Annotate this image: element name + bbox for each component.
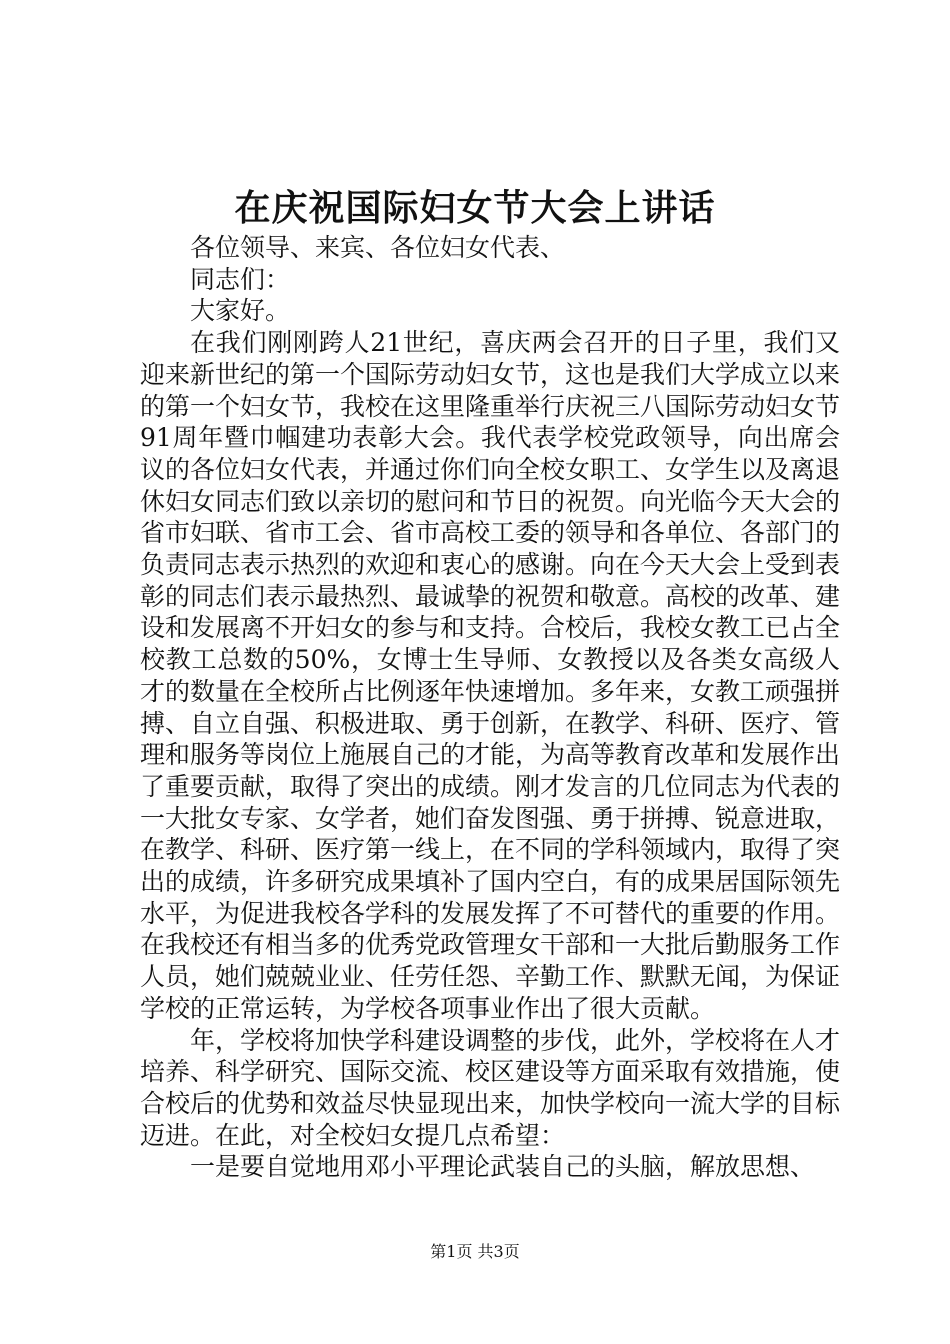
page-number: 第1页 共3页 [430, 1242, 520, 1261]
greeting-line: 大家好。 [190, 296, 291, 326]
body-paragraph: 年，学校将加快学科建设调整的步伐，此外，学校将在人才培养、科学研究、国际交流、校区建设等方面采取有效措施，使合校后的优势和效益尽快显现出来，加快学校向一流大学的目标迈进。在此，对全校妇女提几点希望： [140, 1025, 841, 1150]
body-paragraph: 一是要自觉地用邓小平理论武装自己的头脑，解放思想、 [190, 1152, 816, 1182]
greeting-line: 各位领导、来宾、各位妇女代表、 [190, 233, 566, 262]
document-title: 在庆祝国际妇女节大会上讲话 [234, 187, 716, 229]
greeting-line: 同志们： [190, 264, 291, 294]
body-paragraph: 在我们刚刚跨人21世纪，喜庆两会召开的日子里，我们又迎来新世纪的第一个国际劳动妇女节，这也是我们大学成立以来的第一个妇女节，我校在这里隆重举行庆祝三八国际劳动妇女节91周年暨巾帼建功表彰大会。我代表学校党政领导，向出席会议的各位妇女代表，并通过你们向全校女职工、女学生以及离退休妇女同志们致以亲切的慰问和节日的祝贺。向光临今天大会的省市妇联、省市工会、省市高校工委的领导和各单位、各部门的负责同志表示热烈的欢迎和衷心的感谢。向在今天大会上受到表彰的同志们表示最热烈、最诚挚的祝贺和敬意。高校的改革、建设和发展离不开妇女的参与和支持。合校后，我校女教工已占全校教工总数的50%，女博士生导师、女教授以及各类女高级人才的数量在全校所占比例逐年快速增加。多年来，女教工顽强拼搏、自立自强、积极进取、勇于创新，在教学、科研、医疗、管理和服务等岗位上施展自己的才能，为高等教育改革和发展作出了重要贡献，取得了突出的成绩。刚才发言的几位同志为代表的一大批女专家、女学者，她们奋发图强、勇于拼搏、锐意进取，在教学、科研、医疗第一线上，在不同的学科领域内，取得了突出的成绩，许多研究成果填补了国内空白，有的成果居国际领先水平，为促进我校各学科的发展发挥了不可替代的重要的作用。在我校还有相当多的优秀党政管理女干部和一大批后勤服务工作人员，她们兢兢业业、任劳任怨、辛勤工作、默默无闻，为保证学校的正常运转，为学校各项事业作出了很大贡献。 [140, 328, 841, 1023]
document-body [140, 232, 840, 1183]
